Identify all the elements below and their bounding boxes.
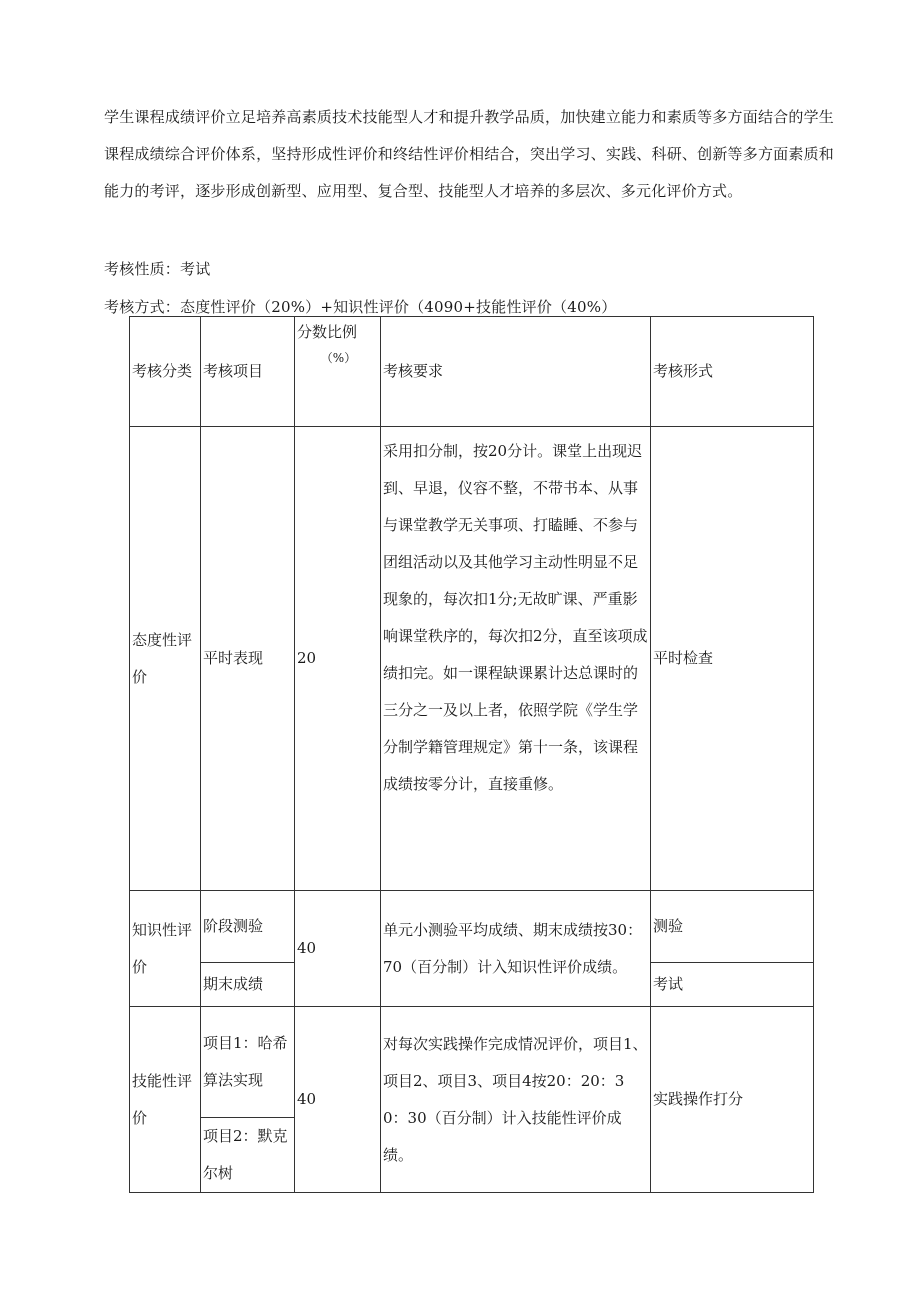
- header-ratio: [295, 317, 381, 427]
- attitude-category: 态度性评价: [130, 427, 201, 891]
- assessment-method: 考核方式：态度性评价（20%）+知识性评价（4090+技能性评价（40%）: [104, 298, 617, 316]
- knowledge-form-1: 测验: [651, 891, 814, 963]
- assessment-table: [129, 316, 814, 1193]
- attitude-ratio: 20: [295, 427, 381, 891]
- knowledge-ratio: 40: [295, 891, 381, 1007]
- skill-form: 实践操作打分: [651, 1007, 814, 1193]
- header-ratio-label: 分数比例: [297, 323, 358, 341]
- skill-ratio: 40: [295, 1007, 381, 1193]
- skill-item-1: 项目1：哈希算法实现: [201, 1007, 295, 1118]
- header-category: 考核分类: [130, 317, 201, 427]
- table-row: [130, 427, 814, 891]
- skill-requirement: 对每次实践操作完成情况评价，项目1、项目2、项目3、项目4按20：20：30：30（百分制）计入技能性评价成绩。: [381, 1007, 651, 1193]
- intro-paragraph: 学生课程成绩评价立足培养高素质技术技能型人才和提升教学品质，加快建立能力和素质等多方面结合的学生课程成绩综合评价体系，坚持形成性评价和终结性评价相结合，突出学习、实践、科研、创新等多方面素质和能力的考评，逐步形成创新型、应用型、复合型、技能型人才培养的多层次、多元化评价方式。: [104, 108, 834, 200]
- knowledge-form-2: 考试: [651, 963, 814, 1007]
- table-row: [130, 1007, 814, 1118]
- knowledge-requirement: 单元小测验平均成绩、期末成绩按30：70（百分制）计入知识性评价成绩。: [381, 891, 651, 1007]
- attitude-requirement: 采用扣分制，按20分计。课堂上出现迟到、早退，仪容不整，不带书本、从事与课堂教学无关事项、打瞌睡、不参与团组活动以及其他学习主动性明显不足现象的，每次扣1分;无故旷课、严重影响课堂秩序的，每次扣2分，直至该项成绩扣完。如一课程缺课累计达总课时的三分之一及以上者，依照学院《学生学分制学籍管理规定》第十一条，该课程成绩按零分计，直接重修。: [381, 427, 651, 891]
- knowledge-item-2: 期末成绩: [201, 963, 295, 1007]
- knowledge-item-1: 阶段测验: [201, 891, 295, 963]
- knowledge-category: 知识性评价: [130, 891, 201, 1007]
- skill-category: 技能性评价: [130, 1007, 201, 1193]
- header-ratio-unit: （%）: [320, 351, 357, 365]
- assessment-nature: 考核性质：考试: [104, 260, 211, 278]
- skill-item-2: 项目2：默克尔树: [201, 1118, 295, 1193]
- header-requirement: 考核要求: [381, 317, 651, 427]
- table-row: [130, 891, 814, 963]
- header-item: 考核项目: [201, 317, 295, 427]
- table-header-row: [130, 317, 814, 427]
- attitude-form: 平时检查: [651, 427, 814, 891]
- header-form: 考核形式: [651, 317, 814, 427]
- attitude-item: 平时表现: [201, 427, 295, 891]
